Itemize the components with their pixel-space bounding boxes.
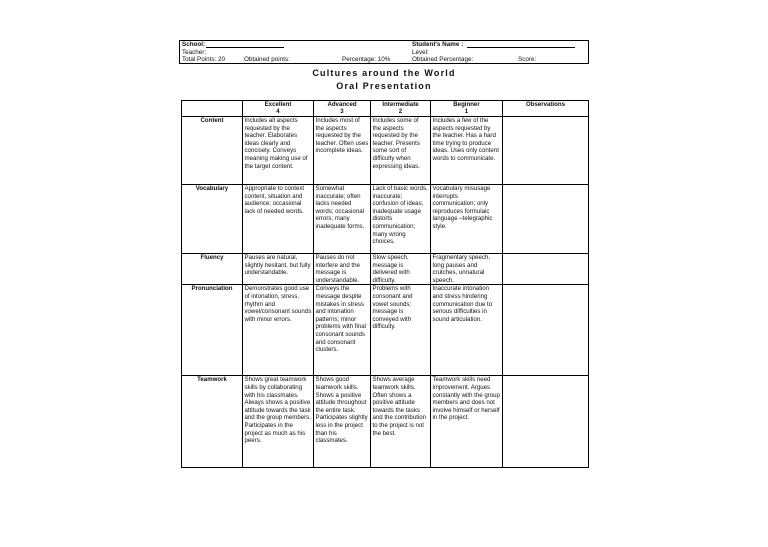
level-header-excellent	[243, 101, 314, 117]
observations-cell[interactable]	[503, 117, 589, 185]
total-points-label: Total Points: 20	[182, 56, 226, 63]
row-category: Content	[182, 117, 243, 185]
level-label: Level:	[412, 48, 429, 56]
obtained-points-label: Obtained points:	[244, 56, 290, 63]
table-row	[182, 376, 589, 468]
percentage-label: Percentage: 10%	[342, 56, 391, 63]
observations-cell[interactable]	[503, 185, 589, 254]
rubric-cell: Includes all aspects requested by the teacher. Elaborates ideas clearly and concisely. Conveys meaning making use of the target content.	[243, 117, 314, 185]
student-name-label: Student's Name :	[412, 41, 464, 48]
category-header	[182, 101, 243, 117]
school-line	[206, 41, 284, 48]
rubric-cell: Teamwork skills need improvement. Argues constantly with the group members and does not involve himself or herself in the project.	[431, 376, 503, 468]
document-title: Cultures around the World	[312, 68, 456, 78]
student-info-header	[179, 40, 589, 64]
table-row	[182, 285, 589, 376]
header-row	[182, 101, 589, 117]
level-points: 1	[464, 107, 469, 115]
rubric-cell: Fragmentary speech, long pauses and crutches, unnatural speech.	[431, 254, 503, 285]
rubric-cell: Pauses do not interfere and the message is understandable.	[314, 254, 371, 285]
row-category: Pronunciation	[182, 285, 243, 376]
rubric-cell: Demonstrates good use of intonation, stress, rhythm and vowel/consonant sounds with minor errors.	[243, 285, 314, 376]
rubric-cell: Pauses are natural, slightly hesitant, but fully understandable.	[243, 254, 314, 285]
teacher-label: Teacher:	[182, 48, 207, 56]
level-name: Advanced	[327, 101, 357, 108]
level-name: Intermediate	[382, 101, 419, 108]
table-row	[182, 254, 589, 285]
level-points: 3	[340, 107, 344, 115]
level-header-beginner	[431, 101, 503, 117]
observations-cell[interactable]	[503, 376, 589, 468]
row-category: Vocabulary	[182, 185, 243, 254]
obtained-percentage-label: Obtained Percentage:	[412, 56, 474, 63]
rubric-cell: Includes most of the aspects requested by the teacher. Often uses incomplete ideas.	[314, 117, 371, 185]
rubric-table	[181, 100, 589, 468]
row-category: Fluency	[182, 254, 243, 285]
table-row	[182, 117, 589, 185]
rubric-cell: Vocabulary misusage interrupts communication; only reproduces formulaic language –telegraphic style.	[431, 185, 503, 254]
observations-cell[interactable]	[503, 285, 589, 376]
rubric-cell: Shows average teamwork skills. Often shows a positive attitude towards the tasks and the contribution to the project is not the best.	[371, 376, 431, 468]
rubric-cell: Includes some of the aspects requested by the teacher. Presents some sort of difficulty when expressing ideas.	[371, 117, 431, 185]
rubric-cell: Lack of basic words, inaccurate; confusion of ideas; inadequate usage distorts communication; many wrong choices.	[371, 185, 431, 254]
level-points: 4	[276, 107, 280, 115]
rubric-cell: Problems with consonant and vowel sounds; message is conveyed with difficulty.	[371, 285, 431, 376]
level-points: 2	[398, 107, 403, 115]
rubric-cell: Slow speech, message is delivered with difficulty.	[371, 254, 431, 285]
observations-cell[interactable]	[503, 254, 589, 285]
rubric-cell: Shows great teamwork skills by collaborating with his classmates. Always shows a positive attitude towards the task and the group members. Participates in the project as much as his peers.	[243, 376, 314, 468]
rubric-cell: Inaccurate intonation and stress hindering communication due to serious difficulties in sound articulation.	[431, 285, 503, 376]
rubric-cell: Shows good teamwork skills. Shows a positive attitude throughout the entire task. Participates slightly less in the project than his classmates.	[314, 376, 371, 468]
document-subtitle: Oral Presentation	[336, 81, 432, 91]
observations-header: Observations	[503, 101, 589, 117]
table-row	[182, 185, 589, 254]
school-label: School:	[182, 41, 206, 48]
rubric-cell: Somewhat inaccurate; often lacks needed words; occasional errors; many inadequate forms.	[314, 185, 371, 254]
row-category: Teamwork	[182, 376, 243, 468]
rubric-cell: Conveys the message despite mistakes in stress and intonation patterns; minor problems with final consonant sounds and consonant clusters.	[314, 285, 371, 376]
rubric-cell: Includes a few of the aspects requested by the teacher. Has a hard time trying to produce ideas. Uses only content words to communicate.	[431, 117, 503, 185]
score-label: Score:	[518, 56, 537, 63]
level-name: Beginner	[453, 101, 480, 108]
level-header-advanced	[314, 101, 371, 117]
level-header-intermediate	[371, 101, 431, 117]
level-name: Excellent	[264, 101, 292, 108]
student-name-line	[467, 41, 575, 48]
rubric-cell: Appropriate to context content, situation and audience; occasional lack of needed words.	[243, 185, 314, 254]
